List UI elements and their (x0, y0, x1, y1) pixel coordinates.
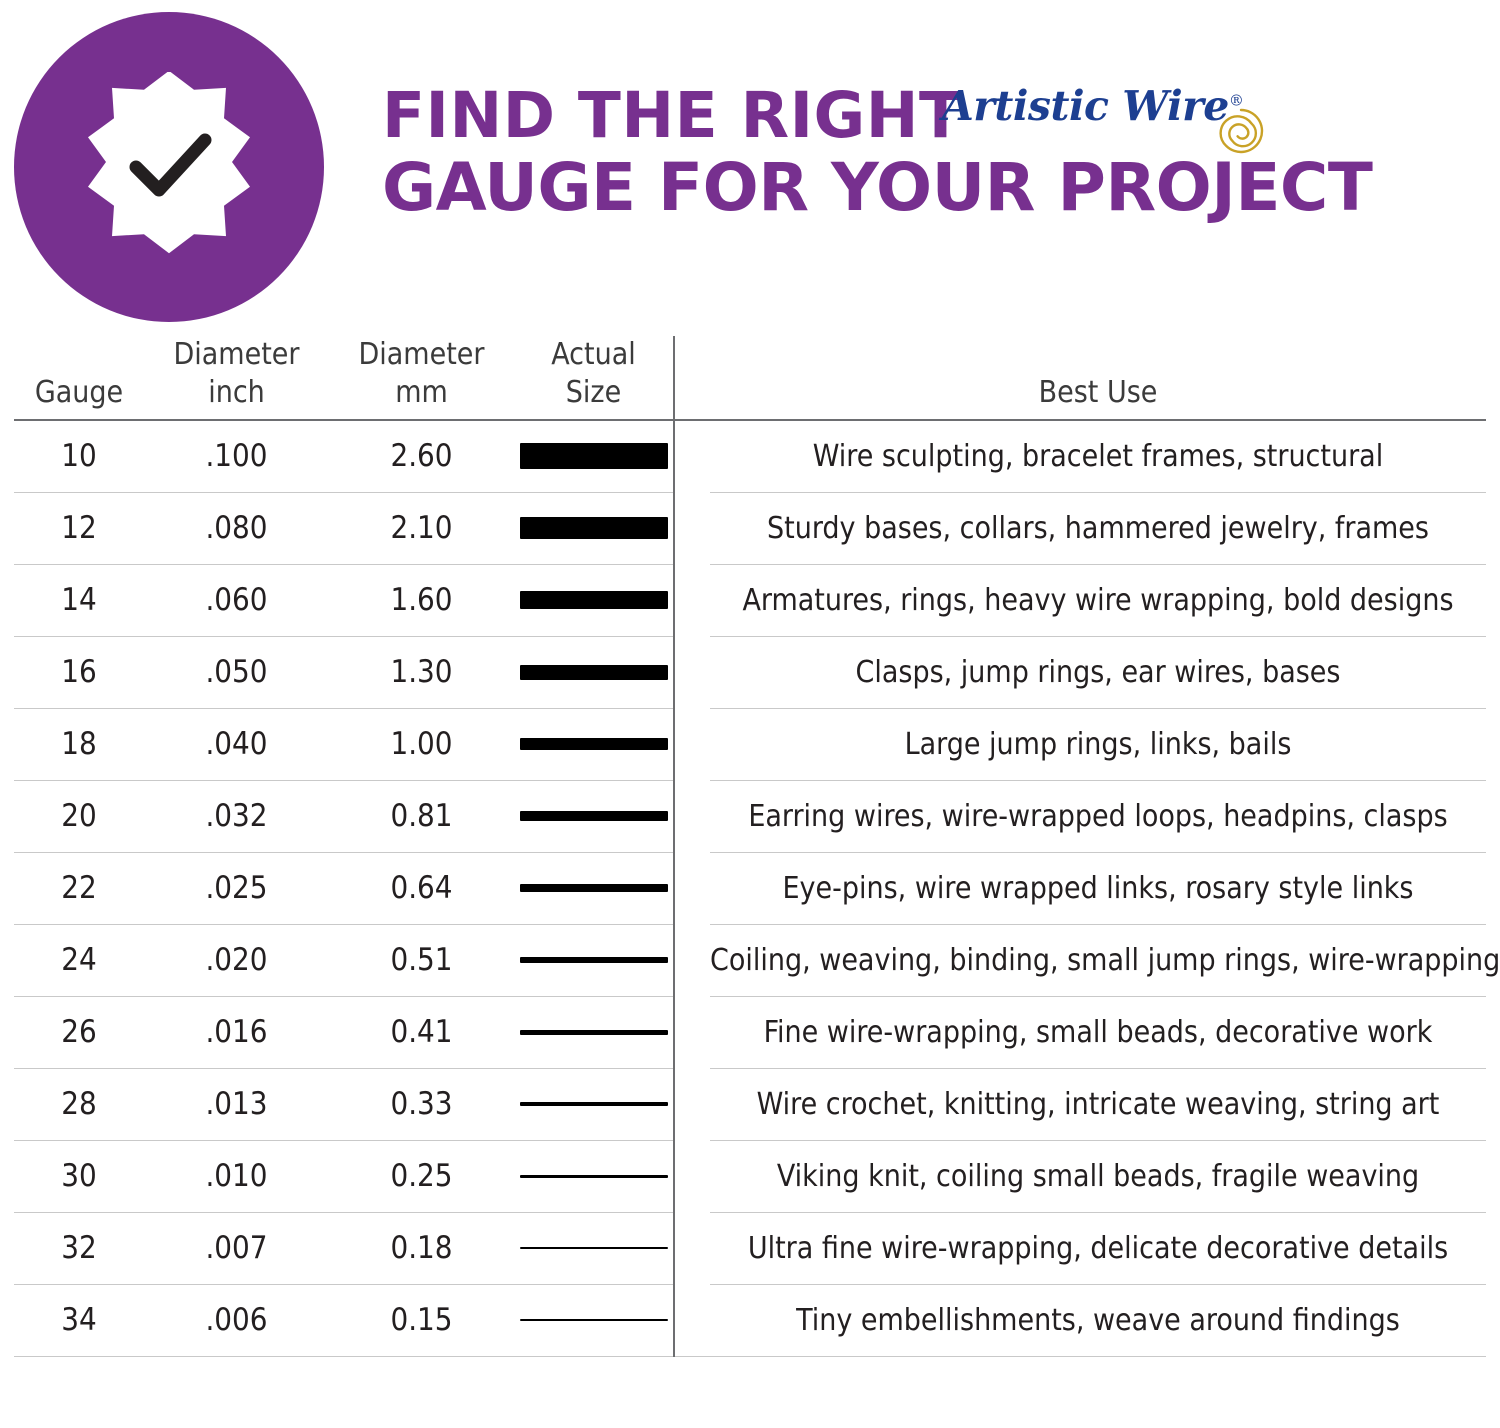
brand-registered-mark: ® (1228, 91, 1244, 110)
cell-diameter-inch: .016 (144, 996, 329, 1068)
cell-divider (674, 924, 710, 996)
table-row (14, 492, 1486, 564)
cell-actual-size (514, 780, 674, 852)
cell-best-use: Sturdy bases, collars, hammered jewelry, frames (710, 492, 1486, 564)
cell-divider (674, 1212, 710, 1284)
cell-gauge: 16 (14, 636, 144, 708)
cell-divider (674, 1140, 710, 1212)
cell-divider (674, 492, 710, 564)
wire-thickness-bar (520, 811, 668, 821)
cell-diameter-mm: 0.15 (329, 1284, 514, 1356)
cell-best-use: Wire crochet, knitting, intricate weaving, string art (710, 1068, 1486, 1140)
cell-diameter-mm: 0.18 (329, 1212, 514, 1284)
cell-best-use: Wire sculpting, bracelet frames, structural (710, 420, 1486, 493)
header (0, 0, 1500, 336)
wire-thickness-bar (520, 884, 668, 892)
cell-diameter-inch: .006 (144, 1284, 329, 1356)
wire-thickness-bar (520, 957, 668, 963)
cell-diameter-inch: .100 (144, 420, 329, 493)
brand-logo (942, 82, 1262, 152)
cell-actual-size (514, 1140, 674, 1212)
wire-thickness-bar (520, 1247, 668, 1249)
table-row (14, 852, 1486, 924)
cell-actual-size (514, 636, 674, 708)
col-header-divider (674, 336, 710, 420)
cell-diameter-mm: 1.00 (329, 708, 514, 780)
cell-gauge: 12 (14, 492, 144, 564)
cell-best-use: Clasps, jump rings, ear wires, bases (710, 636, 1486, 708)
page-title-line-1: FIND THE RIGHT (382, 79, 963, 152)
wire-thickness-bar (520, 1030, 668, 1035)
cell-actual-size (514, 492, 674, 564)
cell-gauge: 30 (14, 1140, 144, 1212)
cell-diameter-mm: 0.64 (329, 852, 514, 924)
col-header-actual-size: Actual Size (514, 336, 674, 420)
checkmark-starburst-icon (74, 72, 264, 262)
cell-actual-size (514, 1284, 674, 1356)
cell-divider (674, 636, 710, 708)
cell-diameter-mm: 0.33 (329, 1068, 514, 1140)
col-header-best-use: Best Use (710, 336, 1486, 420)
cell-actual-size (514, 996, 674, 1068)
table-row (14, 1068, 1486, 1140)
table-row (14, 924, 1486, 996)
title-block (382, 79, 1472, 227)
cell-divider (674, 564, 710, 636)
table-row (14, 996, 1486, 1068)
wire-thickness-bar (520, 517, 668, 539)
cell-gauge: 28 (14, 1068, 144, 1140)
cell-best-use: Tiny embellishments, weave around findings (710, 1284, 1486, 1356)
cell-divider (674, 420, 710, 493)
table-row (14, 1212, 1486, 1284)
cell-diameter-inch: .020 (144, 924, 329, 996)
cell-actual-size (514, 564, 674, 636)
cell-actual-size (514, 420, 674, 493)
cell-divider (674, 780, 710, 852)
cell-gauge: 24 (14, 924, 144, 996)
cell-divider (674, 1068, 710, 1140)
brand-name-text: Artistic Wire (942, 82, 1229, 130)
gauge-table (14, 336, 1500, 1357)
wire-thickness-bar (520, 591, 668, 609)
cell-best-use: Viking knit, coiling small beads, fragile weaving (710, 1140, 1486, 1212)
cell-best-use: Coiling, weaving, binding, small jump rings, wire-wrapping (710, 924, 1486, 996)
col-header-gauge: Gauge (14, 336, 144, 420)
cell-divider (674, 1284, 710, 1356)
wire-thickness-bar (520, 665, 668, 680)
cell-gauge: 10 (14, 420, 144, 493)
table-body (14, 420, 1500, 1357)
cell-actual-size (514, 708, 674, 780)
cell-gauge: 26 (14, 996, 144, 1068)
cell-actual-size (514, 924, 674, 996)
brand-name (942, 82, 1243, 130)
table-row (14, 1140, 1486, 1212)
cell-diameter-mm: 0.81 (329, 780, 514, 852)
cell-diameter-inch: .080 (144, 492, 329, 564)
cell-gauge: 22 (14, 852, 144, 924)
cell-actual-size (514, 852, 674, 924)
table-head (14, 336, 1486, 420)
table-header-row (14, 336, 1486, 420)
cell-divider (674, 996, 710, 1068)
wire-thickness-bar (520, 1102, 668, 1106)
cell-diameter-mm: 0.51 (329, 924, 514, 996)
cell-gauge: 14 (14, 564, 144, 636)
cell-diameter-mm: 1.30 (329, 636, 514, 708)
cell-best-use: Earring wires, wire-wrapped loops, headpins, clasps (710, 780, 1486, 852)
cell-diameter-inch: .007 (144, 1212, 329, 1284)
wire-thickness-bar (520, 1175, 668, 1178)
cell-diameter-inch: .025 (144, 852, 329, 924)
table-row (14, 564, 1486, 636)
badge-circle (14, 12, 324, 322)
cell-divider (674, 852, 710, 924)
table-row (14, 420, 1486, 493)
cell-diameter-mm: 2.60 (329, 420, 514, 493)
cell-gauge: 18 (14, 708, 144, 780)
cell-best-use: Ultra fine wire-wrapping, delicate decorative details (710, 1212, 1486, 1284)
cell-diameter-inch: .010 (144, 1140, 329, 1212)
table-row (14, 636, 1486, 708)
cell-best-use: Fine wire-wrapping, small beads, decorative work (710, 996, 1486, 1068)
cell-best-use: Armatures, rings, heavy wire wrapping, bold designs (710, 564, 1486, 636)
cell-diameter-mm: 2.10 (329, 492, 514, 564)
table-row (14, 708, 1486, 780)
cell-gauge: 20 (14, 780, 144, 852)
cell-best-use: Eye-pins, wire wrapped links, rosary style links (710, 852, 1486, 924)
spiral-icon (1214, 104, 1268, 163)
cell-diameter-inch: .040 (144, 708, 329, 780)
cell-diameter-inch: .060 (144, 564, 329, 636)
table-row (14, 1284, 1486, 1356)
cell-gauge: 32 (14, 1212, 144, 1284)
cell-actual-size (514, 1212, 674, 1284)
cell-diameter-inch: .050 (144, 636, 329, 708)
cell-divider (674, 708, 710, 780)
gauge-table-wrapper (0, 336, 1500, 1357)
cell-diameter-mm: 1.60 (329, 564, 514, 636)
wire-thickness-bar (520, 1319, 668, 1321)
cell-best-use: Large jump rings, links, bails (710, 708, 1486, 780)
col-header-diameter-mm: Diameter mm (329, 336, 514, 420)
table-row (14, 780, 1486, 852)
page-title-line-2: GAUGE FOR YOUR PROJECT (382, 149, 1373, 227)
cell-gauge: 34 (14, 1284, 144, 1356)
wire-thickness-bar (520, 738, 668, 750)
cell-diameter-mm: 0.41 (329, 996, 514, 1068)
cell-diameter-mm: 0.25 (329, 1140, 514, 1212)
wire-thickness-bar (520, 443, 668, 469)
cell-diameter-inch: .032 (144, 780, 329, 852)
cell-diameter-inch: .013 (144, 1068, 329, 1140)
cell-actual-size (514, 1068, 674, 1140)
col-header-diameter-inch: Diameter inch (144, 336, 329, 420)
